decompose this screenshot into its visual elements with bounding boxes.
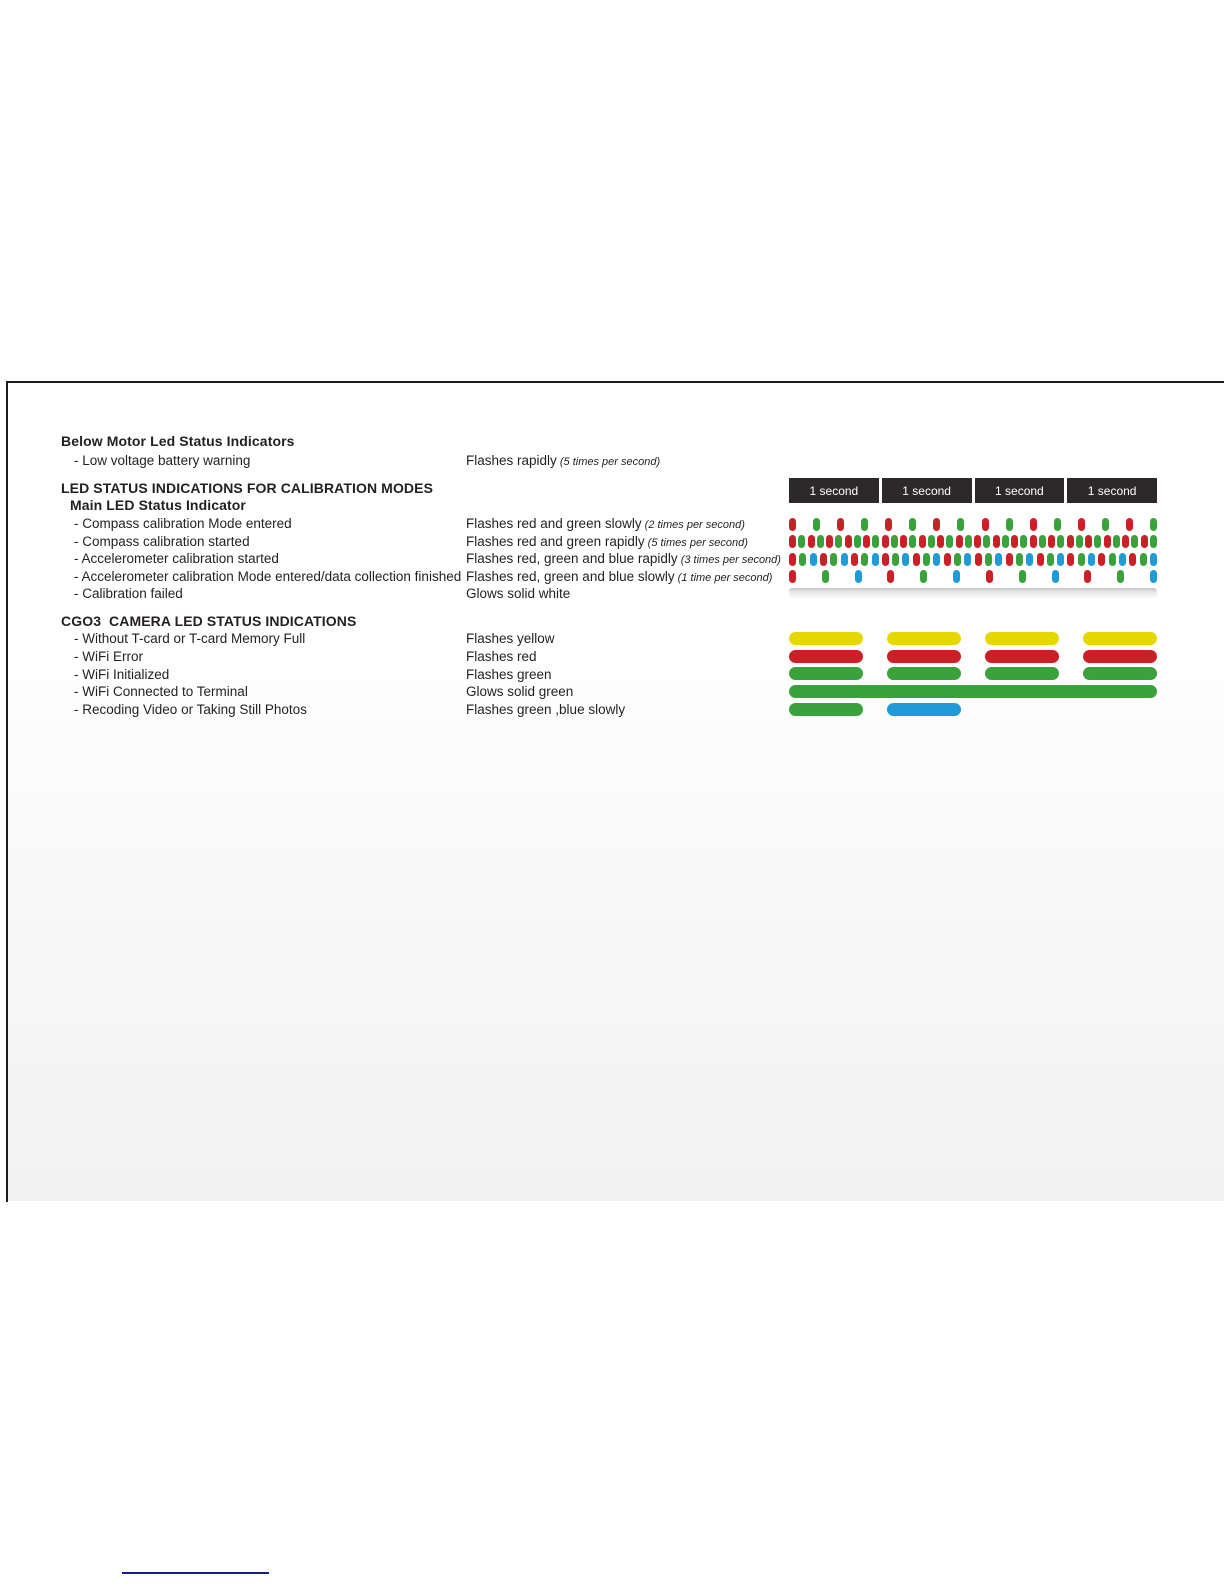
one-second-header-box: 1 second [975,478,1065,503]
red-led-dot [933,518,940,531]
green-led-dot [965,535,972,548]
red-led-dot [885,518,892,531]
red-led-dot [845,535,852,548]
calibration-description-note: (3 times per second) [677,554,781,566]
green-led-dot [1150,535,1157,548]
blue-led-dot [964,553,971,566]
green-led-dot [954,553,961,566]
red-led-dot [882,553,889,566]
green-led-dot [861,553,868,566]
red-led-dot [944,553,951,566]
red-led-bar [887,650,961,663]
red-led-dot [1030,518,1037,531]
blue-led-dot [1150,553,1157,566]
red-led-dot [1067,535,1074,548]
calibration-item-description [466,569,772,584]
red-led-dot [1104,535,1111,548]
cgo3-item-description [466,667,552,682]
timeline-one-second-header [789,478,1157,503]
led-pattern-flash-green [789,667,1157,680]
blue-led-dot [902,553,909,566]
green-led-dot [813,518,820,531]
red-led-bar [985,650,1059,663]
red-led-dot [851,553,858,566]
red-led-dot [1141,535,1148,548]
red-led-dot [863,535,870,548]
blue-led-dot [1052,570,1059,583]
red-led-bar [789,650,863,663]
section-title-calibration-modes: LED STATUS INDICATIONS FOR CALIBRATION MODES [61,480,434,496]
led-pattern-solid-white-glow [789,588,1157,598]
below-motor-item-label: - Low voltage battery warning [74,453,251,468]
red-led-dot [1098,553,1105,566]
green-led-dot [799,553,806,566]
green-led-dot [1016,553,1023,566]
cgo3-description-main: Flashes yellow [466,631,555,646]
red-led-dot [982,518,989,531]
green-led-dot [985,553,992,566]
one-second-header-box: 1 second [789,478,879,503]
green-led-dot [891,535,898,548]
blue-led-dot [953,570,960,583]
green-led-dot [872,535,879,548]
green-solid-led-bar [789,685,1157,698]
green-led-dot [946,535,953,548]
green-led-dot [1002,535,1009,548]
section-title-below-motor-led: Below Motor Led Status Indicators [61,433,295,449]
green-led-dot [830,553,837,566]
green-led-dot [1113,535,1120,548]
yellow-led-bar [985,632,1059,645]
calibration-item-label: - Calibration failed [74,586,183,601]
below-motor-description-main: Flashes rapidly [466,453,557,468]
red-led-dot [1006,553,1013,566]
cgo3-item-description [466,702,625,717]
red-led-dot [900,535,907,548]
red-led-dot [993,535,1000,548]
cgo3-item-label: - Without T-card or T-card Memory Full [74,631,306,646]
red-led-dot [1048,535,1055,548]
red-led-dot [1126,518,1133,531]
red-led-dot [975,553,982,566]
calibration-description-note: (2 times per second) [641,519,745,531]
red-led-dot [956,535,963,548]
led-pattern-red-green-blue-slow [789,570,1157,584]
red-led-dot [789,553,796,566]
calibration-description-main: Flashes red and green rapidly [466,533,645,549]
calibration-item-label: - Accelerometer calibration started [74,551,279,566]
cgo3-description-main: Flashes red [466,649,537,664]
green-led-dot [1078,553,1085,566]
red-led-dot [919,535,926,548]
red-led-dot [1030,535,1037,548]
red-led-dot [789,535,796,548]
cgo3-description-main: Glows solid green [466,684,574,699]
white-solid-led-bar [789,588,1157,598]
calibration-description-main: Flashes red, green and blue slowly [466,568,675,584]
footer-underline [122,1572,269,1574]
red-led-dot [974,535,981,548]
calibration-description-note: (5 times per second) [644,536,748,549]
red-led-dot [937,535,944,548]
blue-led-dot [810,553,817,566]
green-led-dot [817,535,824,548]
green-led-dot [1054,518,1061,531]
blue-led-dot [872,553,879,566]
red-led-dot [808,535,815,548]
red-led-dot [1078,518,1085,531]
below-motor-item-description [466,453,660,468]
cgo3-item-label: - Recoding Video or Taking Still Photos [74,702,307,717]
red-led-dot [1129,553,1136,566]
green-led-dot [1094,535,1101,548]
cgo3-item-description [466,631,555,646]
cgo3-description-main: Flashes green ,blue slowly [466,702,626,717]
green-led-dot [909,518,916,531]
blue-led-dot [1119,553,1126,566]
green-led-dot [920,570,927,583]
calibration-description-main: Glows solid white [466,586,571,601]
subsection-title-main-led-indicator: Main LED Status Indicator [70,497,246,513]
section-title-cgo3-camera-led: CGO3 CAMERA LED STATUS INDICATIONS [61,613,357,629]
green-led-dot [1109,553,1116,566]
green-led-bar [789,667,863,680]
below-motor-description-note: (5 times per second) [556,456,661,468]
red-led-dot [986,570,993,583]
green-led-dot [1039,535,1046,548]
red-led-dot [913,553,920,566]
green-led-dot [1140,553,1147,566]
green-led-dot [822,570,829,583]
blue-led-dot [855,570,862,583]
green-led-dot [983,535,990,548]
one-second-header-box: 1 second [1067,478,1157,503]
green-led-dot [1006,518,1013,531]
led-pattern-red-green-blue-rapid [789,552,1157,566]
blue-led-dot [1150,570,1157,583]
green-led-dot [1102,518,1109,531]
calibration-item-label: - Compass calibration Mode entered [74,516,292,531]
green-led-dot [928,535,935,548]
calibration-description-main: Flashes red, green and blue rapidly [466,551,678,566]
green-led-dot [892,553,899,566]
calibration-item-description [466,551,781,566]
green-led-dot [861,518,868,531]
blue-led-dot [841,553,848,566]
blue-led-dot [1088,553,1095,566]
green-led-bar [789,703,863,716]
cgo3-description-main: Flashes green [466,667,552,682]
blue-led-dot [1026,553,1033,566]
green-led-dot [1047,553,1054,566]
red-led-dot [1122,535,1129,548]
led-pattern-flash-red [789,650,1157,663]
green-led-dot [854,535,861,548]
one-second-header-box: 1 second [882,478,972,503]
green-led-dot [1131,535,1138,548]
led-pattern-solid-green-glow [789,685,1157,698]
led-pattern-flash-yellow [789,632,1157,645]
green-led-dot [798,535,805,548]
green-led-bar [887,667,961,680]
calibration-description-note: (1 time per second) [674,571,773,584]
calibration-item-description [466,534,748,549]
cgo3-item-label: - WiFi Error [74,649,143,664]
blue-led-bar [887,703,961,716]
red-led-dot [1067,553,1074,566]
red-led-dot [1011,535,1018,548]
red-led-dot [789,570,796,583]
cgo3-item-label: - WiFi Connected to Terminal [74,684,248,699]
led-pattern-flash-green-blue-slow [789,703,1157,716]
calibration-item-description [466,516,745,531]
green-led-bar [1083,667,1157,680]
calibration-item-label: - Compass calibration started [74,533,250,549]
green-led-dot [1019,570,1026,583]
calibration-item-description [466,586,570,601]
green-led-dot [835,535,842,548]
red-led-dot [826,535,833,548]
red-led-dot [837,518,844,531]
calibration-description-main: Flashes red and green slowly [466,516,642,531]
cgo3-item-description [466,649,537,664]
red-led-dot [1084,570,1091,583]
red-led-dot [789,518,796,531]
red-led-dot [820,553,827,566]
green-led-bar [985,667,1059,680]
yellow-led-bar [887,632,961,645]
blue-led-dot [995,553,1002,566]
calibration-item-label: - Accelerometer calibration Mode entered/data collection finished [74,568,462,584]
green-led-dot [1076,535,1083,548]
red-led-dot [1037,553,1044,566]
red-led-dot [1085,535,1092,548]
cgo3-item-description [466,684,573,699]
cgo3-item-label: - WiFi Initialized [74,667,170,682]
green-led-dot [1150,518,1157,531]
green-led-dot [1117,570,1124,583]
yellow-led-bar [1083,632,1157,645]
red-led-bar [1083,650,1157,663]
green-led-dot [1057,535,1064,548]
red-led-dot [882,535,889,548]
blue-led-dot [933,553,940,566]
green-led-dot [957,518,964,531]
blue-led-dot [1057,553,1064,566]
led-pattern-red-green-slow [789,517,1157,531]
green-led-dot [923,553,930,566]
led-pattern-red-green-rapid [789,535,1157,549]
yellow-led-bar [789,632,863,645]
green-led-dot [909,535,916,548]
green-led-dot [1020,535,1027,548]
red-led-dot [887,570,894,583]
